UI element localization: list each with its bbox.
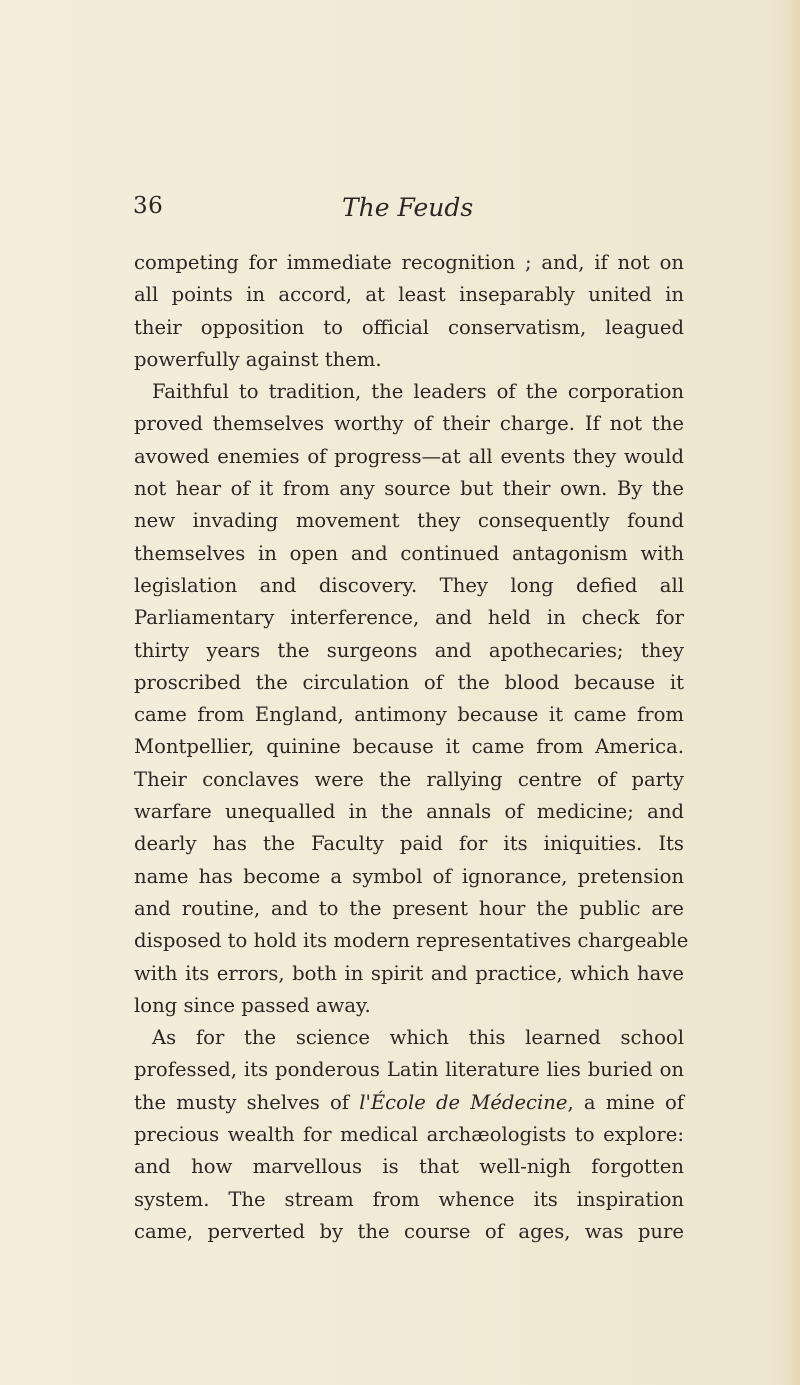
page-number: 36 bbox=[133, 193, 164, 219]
text-line: not hear of it from any source but their own. By the bbox=[134, 477, 684, 501]
text-line: proved themselves worthy of their charge. If not the bbox=[134, 412, 684, 436]
text-line: thirty years the surgeons and apothecaries; they bbox=[134, 638, 684, 662]
text-line: professed, its ponderous Latin literature lies buried on bbox=[134, 1058, 684, 1082]
text-line: long since passed away. bbox=[134, 993, 371, 1017]
text-line: precious wealth for medical archæologists to explore: bbox=[134, 1123, 684, 1147]
text-line: came, perverted by the course of ages, was pure bbox=[134, 1219, 684, 1243]
text-fragment: the musty shelves of bbox=[134, 1090, 360, 1114]
text-line: dearly has the Faculty paid for its iniquities. Its bbox=[134, 832, 684, 856]
text-line: Parliamentary interference, and held in check for bbox=[134, 606, 684, 630]
text-line: and routine, and to the present hour the public are bbox=[134, 896, 684, 920]
text-line: new invading movement they consequently found bbox=[134, 509, 684, 533]
running-head bbox=[0, 193, 800, 227]
text-line: legislation and discovery. They long defied all bbox=[134, 573, 684, 597]
text-line: competing for immediate recognition ; and, if not on bbox=[134, 251, 684, 274]
text-line: and how marvellous is that well-nigh forgotten bbox=[134, 1155, 684, 1179]
text-line: name has become a symbol of ignorance, pretension bbox=[134, 864, 684, 888]
body-text bbox=[134, 247, 689, 1248]
text-line: powerfully against them. bbox=[134, 347, 382, 371]
paragraph-start-line: As for the science which this learned school bbox=[152, 1026, 684, 1050]
running-title: The Feuds bbox=[342, 193, 474, 222]
text-line: Their conclaves were the rallying centre of party bbox=[134, 767, 684, 791]
text-line: system. The stream from whence its inspiration bbox=[134, 1187, 684, 1211]
text-line: disposed to hold its modern representatives chargeable bbox=[134, 929, 689, 953]
text-line: came from England, antimony because it came from bbox=[134, 703, 684, 727]
text-line: with its errors, both in spirit and practice, which have bbox=[134, 961, 684, 985]
text-line: avowed enemies of progress—at all events they would bbox=[134, 444, 684, 468]
italic-institution-name: l'École de Médecine bbox=[359, 1090, 568, 1114]
text-line: all points in accord, at least inseparably united in bbox=[134, 283, 684, 307]
text-line: proscribed the circulation of the blood because it bbox=[134, 670, 684, 694]
text-line: Montpellier, quinine because it came from America. bbox=[134, 735, 684, 759]
text-line: their opposition to official conservatism, leagued bbox=[134, 315, 684, 339]
paragraph-start-line: Faithful to tradition, the leaders of the corporation bbox=[152, 380, 684, 404]
text-line: themselves in open and continued antagonism with bbox=[134, 541, 684, 565]
text-line-with-italic bbox=[134, 1087, 684, 1119]
text-fragment: , a mine of bbox=[567, 1090, 684, 1114]
text-line: warfare unequalled in the annals of medicine; and bbox=[134, 800, 684, 824]
